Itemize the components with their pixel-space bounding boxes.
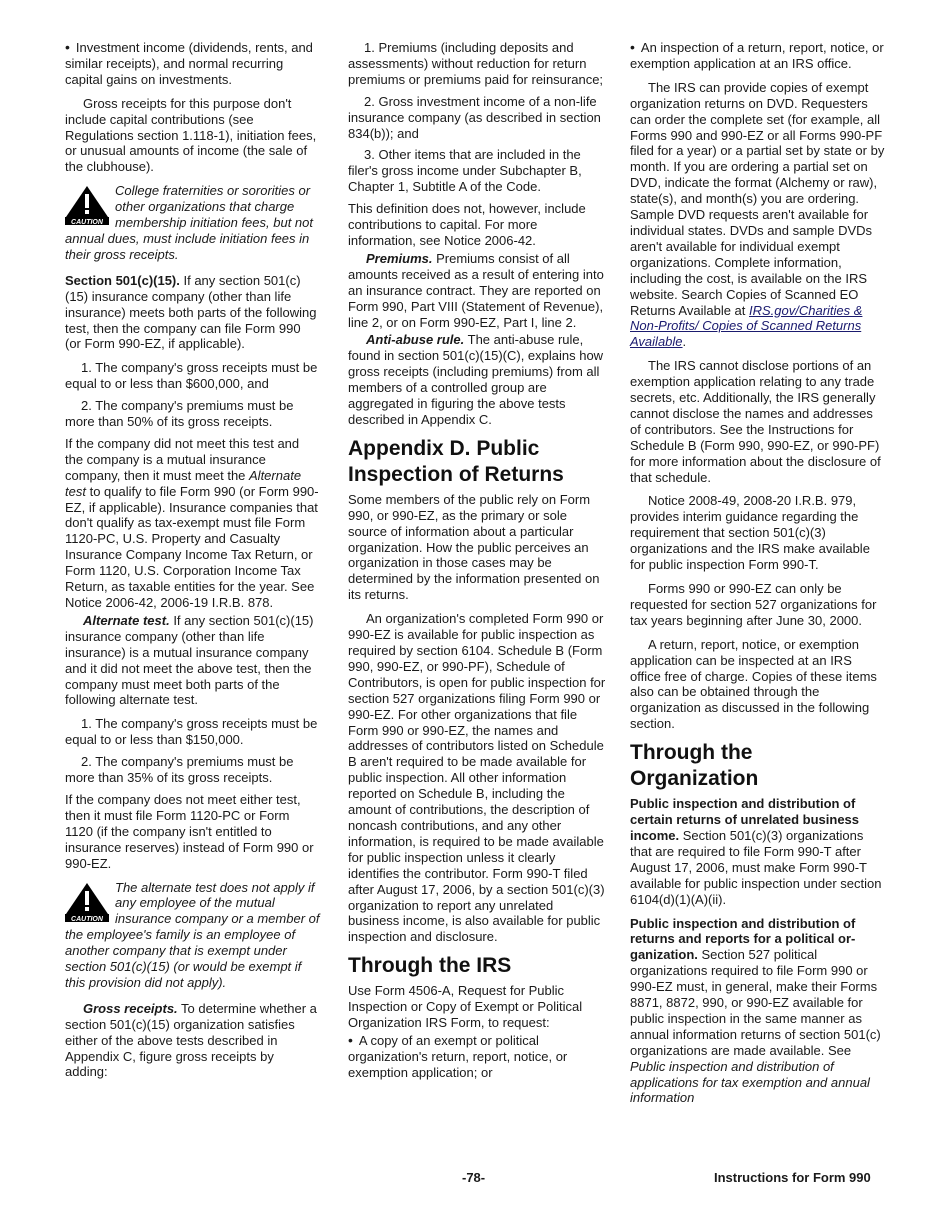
form-title-footer: Instructions for Form 990 <box>714 1170 871 1185</box>
anti-abuse-heading: Anti-abuse rule. <box>366 332 465 348</box>
political-organization-paragraph <box>630 916 886 1107</box>
gross-receipts-heading: Gross receipts. <box>83 1000 178 1016</box>
neither-test-paragraph: If the company does not meet either test, then it must file Form 1120-PC or Form 1120 (if the company isn't entitled to insurance reserves) instead of Form 990 or 990-EZ. <box>65 791 314 871</box>
appendix-d-paragraph-1: Some members of the public rely on Form 990, or 990-EZ, as the primary or sole source of information about a particular organization. How the public perceives an organization in those cases may be determined by the information presented on its returns. <box>348 491 600 603</box>
alternate-item-1: 1. The company's gross receipts must be equal to or less than $150,000. <box>65 716 318 748</box>
dvd-paragraph <box>630 80 886 350</box>
dvd-text: The IRS can provide copies of exempt organization returns on DVD. Requesters can order the complete set (for example, all Forms 990 and 990-EZ or all Forms 990-PF filed for a year) or a partial set by state or by month. If you are ordering a partial set on DVD, indicate the format (Alchemy or raw), state(s), and month(s) you are ordering. Sample DVD requests aren't available for individual states. DVDs and sample DVDs aren't available for individual exempt organizations. Complete information, including the cost, is available on the IRS website. Search Copies of Scanned EO Returns Available at <box>630 79 885 318</box>
caution-text-fraternities: College fraternities or sororities or other organizations that charge membership initiation fees, but not annual dues, must include initiation fees in their gross receipts. <box>65 183 313 262</box>
appendix-d-heading: Appendix D. Public Inspection of Returns <box>348 436 564 486</box>
bullet-investment-income: • Investment income (dividends, rents, and similar receipts), and normal recurring capital gains on investments. <box>65 40 320 88</box>
irs-bullet-inspection: • An inspection of a return, report, notice, or exemption application at an IRS office. <box>630 40 886 72</box>
political-organization-reference: Public inspection and distribution of applications for tax exemption and annual information <box>630 1058 870 1106</box>
unrelated-business-paragraph <box>630 796 886 907</box>
scanned-returns-link[interactable]: IRS.gov/Charities & Non-Profits/ Copies of Scanned Returns Available <box>630 302 863 350</box>
alternate-test-heading: Alternate test. <box>83 612 170 628</box>
column-3 <box>630 40 886 1114</box>
irs-bullet-copy: • A copy of an exempt or political organization's return, report, notice, or exemption application; or <box>348 1033 606 1081</box>
alternate-intro-text-b: to qualify to file Form 990 (or Form 990-EZ, if applicable). Insurance companies that don't qualify as tax-exempt must file Form 1120-PC, U.S. Property and Casualty Insurance Company Income Tax Return, or Form 1120, U.S. Corporation Income Tax Return, as taxable entities for the year. See Notice 2006-42, 2006-19 I.R.B. 878. <box>65 483 319 610</box>
caution-icon-label: CAUTION <box>71 915 103 922</box>
anti-abuse-text: The anti-abuse rule, found in section 501(c)(15)(C), explains how gross receipts (including premiums) from all members of a controlled group are aggregated in figuring the above tests described in Appendix C. <box>348 332 604 427</box>
gross-receipts-paragraph <box>65 1001 320 1081</box>
political-organization-heading: Public inspection and distribution of returns and reports for a political or-ganization. <box>630 915 856 963</box>
irs-office-inspection-paragraph: A return, report, notice, or exemption application can be inspected at an IRS office free of charge. Copies of these items also can be obtained through the organization as discussed in the following section. <box>630 636 877 732</box>
section-501c15-text: If any section 501(c)(15) insurance company (other than life insurance) meets both parts of the following test, then the company can file Form 990 (or Form 990-EZ, if applicable). <box>65 272 317 352</box>
test-item-2: 2. The company's premiums must be more than 50% of its gross receipts. <box>65 398 294 430</box>
caution-icon-label: CAUTION <box>71 219 103 226</box>
dvd-text-end: . <box>682 334 687 350</box>
premium-item-2: 2. Gross investment income of a non-life insurance company (as described in section 834(b)); and <box>348 93 601 141</box>
unrelated-business-heading: Public inspection and distribution of certain returns of unrelated business income. <box>630 796 860 843</box>
premium-item-1: 1. Premiums (including deposits and assessments) without reduction for return premiums or premiums paid for reinsurance; <box>348 40 604 87</box>
definition-paragraph: This definition does not, however, include contributions to capital. For more information, see Notice 2006-42. <box>348 201 586 248</box>
caution-note-fraternities <box>65 183 320 263</box>
through-organization-heading: Through the Organization <box>630 741 759 791</box>
premiums-heading: Premiums. <box>366 250 433 266</box>
column-2 <box>348 40 606 1089</box>
alternate-test-reference: Alternate test <box>65 467 302 499</box>
alternate-intro-paragraph <box>65 436 320 611</box>
unrelated-business-text: Section 501(c)(3) organizations that are required to file Form 990-T after August 17, 2006, must make Form 990-T available for public inspection under section 6104(d)(1)(A)(ii). <box>630 827 882 907</box>
through-irs-paragraph: Use Form 4506-A, Request for Public Inspection or Copy of Exempt or Political Organization IRS Form, to request: <box>348 983 583 1031</box>
alternate-item-2: 2. The company's premiums must be more than 35% of its gross receipts. <box>65 754 294 786</box>
caution-text-alternate: The alternate test does not apply if any employee of the mutual insurance company or a member of the employee's family is an employee of another company that is exempt under section 501(c)(15) (or would be exempt if this provision did not apply). <box>65 879 320 990</box>
alternate-test-text: If any section 501(c)(15) insurance company (other than life insurance) is a mutual insurance company and it did not meet the above test, then the company must meet both parts of the following alternate test. <box>65 612 314 708</box>
political-organization-text: Section 527 political organizations required to file Form 990 or 990-EZ must, in general, make their Forms 8871, 8872, 990, or 990-EZ available for public inspection in the same manner as annual information returns of section 501(c) organizations are made available. See <box>630 947 881 1058</box>
caution-note-alternate <box>65 880 320 991</box>
page-number: -78- <box>462 1170 486 1185</box>
forms-527-paragraph: Forms 990 or 990-EZ can only be requested for section 527 organizations for tax years beginning after June 30, 2000. <box>630 581 877 628</box>
gross-receipts-purpose: Gross receipts for this purpose don't include capital contributions (see Regulations section 1.118-1), initiation fees, or unusual amounts of income (the sale of the clubhouse). <box>65 95 317 175</box>
alternate-test-paragraph <box>65 613 320 708</box>
column-1 <box>65 40 320 1088</box>
anti-abuse-paragraph <box>348 332 606 427</box>
premium-item-3: 3. Other items that are included in the filer's gross income under Subchapter B, Chapter 1, Subtitle A of the Code. <box>348 147 582 195</box>
notice-paragraph: Notice 2008-49, 2008-20 I.R.B. 979, provides interim guidance regarding the requirement that section 501(c)(3) organizations and the IRS make available for public inspection Form 990-T. <box>630 493 870 573</box>
appendix-d-paragraph-2: An organization's completed Form 990 or 990-EZ is available for public inspection as required by section 6104. Schedule B (Form 990, 990-EZ, or 990-PF), Schedule of Contributors, is open for public inspection for section 527 organizations filing Form 990 or 990-EZ. For other organizations that file Form 990 or 990-EZ, the names and addresses of contributors listed on Schedule B aren't required to be made available for public inspection. All other information reported on Schedule B, including the amount of contributions, the description of noncash contributions, and any other information, is required to be made available for public inspection unless it clearly identifies the contributor. Form 990-T filed after August 17, 2006, by a section 501(c)(3) organization to report any unrelated business income, is also available for public inspection and disclosure. <box>348 611 606 945</box>
through-irs-heading: Through the IRS <box>348 954 512 978</box>
disclosure-paragraph: The IRS cannot disclose portions of an exemption application relating to any trade secrets, etc. Additionally, the IRS generally cannot disclose the names and addresses of contributors. See the Instructions for Schedule B (Form 990, 990-EZ, or 990-PF) for more information about the disclosure of that schedule. <box>630 358 881 485</box>
premiums-paragraph <box>348 251 606 331</box>
gross-receipts-text: To determine whether a section 501(c)(15) organization satisfies either of the above tests described in Appendix C, figure gross receipts by adding: <box>65 1000 317 1080</box>
alternate-intro-text-a: If the company did not meet this test and the company is a mutual insurance company, then it must meet the <box>65 435 300 483</box>
premiums-text: Premiums consist of all amounts received as a result of entering into an insurance contract. They are reported on Form 990, Part VIII (Statement of Revenue), line 2, or on Form 990-EZ, Part I, line 2. <box>348 250 604 330</box>
test-item-1: 1. The company's gross receipts must be equal to or less than $600,000, and <box>65 360 318 392</box>
caution-icon <box>65 882 109 922</box>
caution-icon <box>65 185 109 225</box>
section-501c15-heading: Section 501(c)(15). <box>65 272 180 288</box>
section-501c15-paragraph <box>65 273 320 353</box>
